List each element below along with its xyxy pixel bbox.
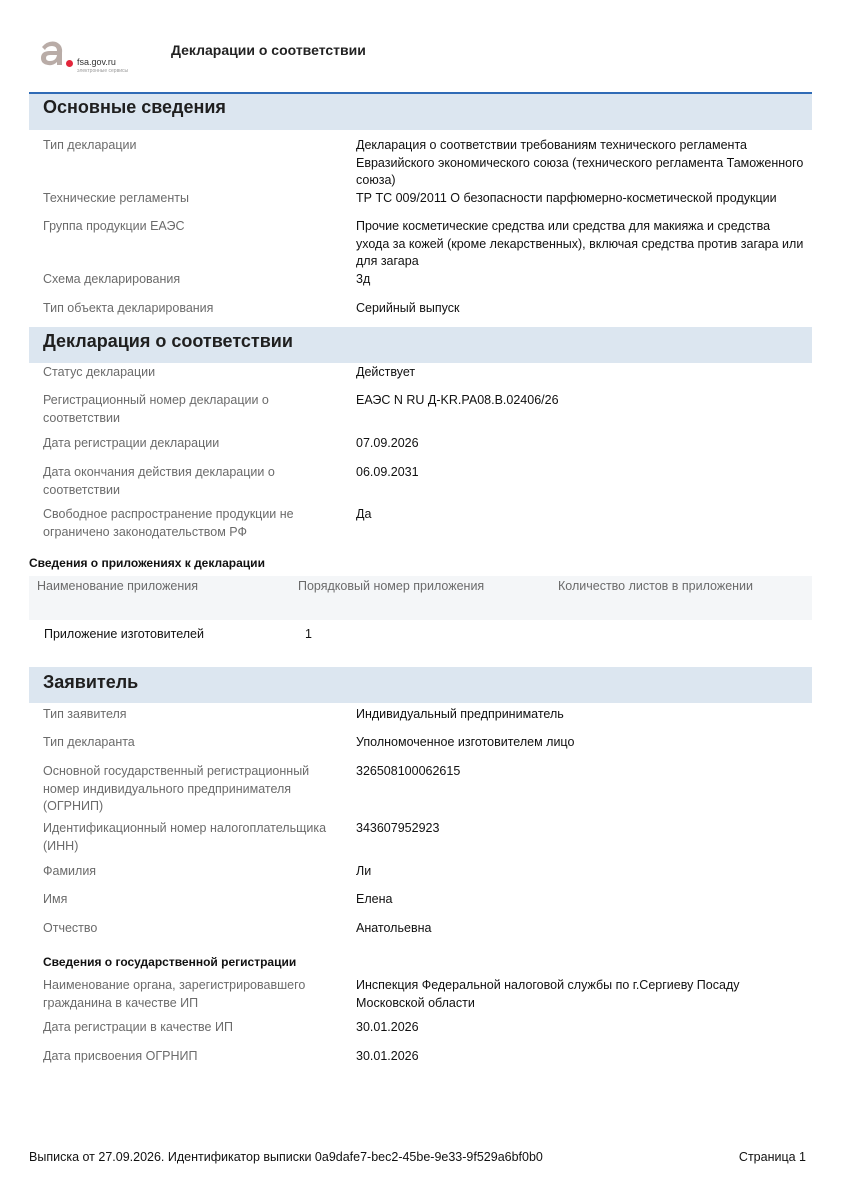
field-value: Уполномоченное изготовителем лицо	[356, 735, 575, 749]
field-label: Дата регистрации в качестве ИП	[43, 1020, 233, 1034]
field-value: Прочие косметические средства или средства для макияжа и средства ухода за кожей (кроме лекарственных), включая средства против загара или для загара	[356, 219, 804, 268]
field-value: 07.09.2026	[356, 436, 419, 450]
column-header: Количество листов в приложении	[558, 579, 754, 593]
field-value: 343607952923	[356, 821, 440, 835]
field-label: Группа продукции ЕАЭС	[43, 219, 185, 233]
field-value: Инспекция Федеральной налоговой службы по г.Сергиеву Посаду Московской области	[356, 978, 740, 1010]
field-value: Действует	[356, 365, 416, 379]
field-label: Схема декларирования	[43, 272, 181, 286]
field-label: Статус декларации	[43, 365, 156, 379]
attachment-name: Приложение изготовителей	[44, 627, 204, 641]
table-row	[29, 627, 812, 647]
column-header: Наименование приложения	[37, 579, 199, 593]
attachments-table-header	[29, 576, 812, 620]
field-value: Елена	[356, 892, 393, 906]
field-value: Индивидуальный предприниматель	[356, 707, 564, 721]
field-value: Серийный выпуск	[356, 301, 460, 315]
field-label: Тип объекта декларирования	[43, 301, 214, 315]
extract-info: Выписка от 27.09.2026. Идентификатор выписки 0a9dafe7-bec2-45be-9e33-9f529a6bf0b0	[29, 1150, 543, 1164]
field-label: Регистрационный номер декларации о соответствии	[43, 393, 269, 425]
field-label: Дата регистрации декларации	[43, 436, 220, 450]
column-header: Порядковый номер приложения	[298, 579, 485, 593]
field-value: 06.09.2031	[356, 465, 419, 479]
page-header	[0, 0, 848, 92]
section-basic-heading: Основные сведения	[29, 94, 812, 130]
section-declaration-heading: Декларация о соответствии	[29, 327, 812, 363]
logo-site-text: fsa.gov.ru	[77, 57, 116, 67]
field-value: ЕАЭС N RU Д-KR.РА08.В.02406/26	[356, 393, 559, 407]
fsa-logo-icon	[38, 38, 68, 70]
field-value: Ли	[356, 864, 372, 878]
field-label: Тип декларанта	[43, 735, 135, 749]
attachment-number: 1	[305, 627, 312, 641]
registration-heading: Сведения о государственной регистрации	[43, 955, 297, 969]
field-label: Идентификационный номер налогоплательщика (ИНН)	[43, 821, 327, 853]
document-title: Декларации о соответствии	[171, 42, 366, 58]
field-value: 30.01.2026	[356, 1049, 419, 1063]
field-value: 30.01.2026	[356, 1020, 419, 1034]
field-label: Отчество	[43, 921, 98, 935]
field-value: Декларация о соответствии требованиям технического регламента Евразийского экономического союза (технического регламента Таможенного союза)	[356, 138, 804, 187]
logo-subtitle: электронные сервисы	[77, 68, 129, 74]
field-label: Свободное распространение продукции не ограничено законодательством РФ	[43, 507, 294, 539]
field-value: Да	[356, 507, 372, 521]
field-label: Дата присвоения ОГРНИП	[43, 1049, 198, 1063]
field-value: 326508100062615	[356, 764, 461, 778]
logo-dot	[66, 60, 73, 67]
field-label: Основной государственный регистрационный номер индивидуального предпринимателя (ОГРНИП)	[43, 764, 310, 813]
field-value: 3д	[356, 272, 371, 286]
attachments-heading: Сведения о приложениях к декларации	[29, 556, 265, 570]
field-label: Технические регламенты	[43, 191, 189, 205]
field-label: Тип заявителя	[43, 707, 127, 721]
field-label: Тип декларации	[43, 138, 137, 152]
section-applicant-heading: Заявитель	[29, 667, 812, 703]
field-label: Имя	[43, 892, 68, 906]
field-value: ТР ТС 009/2011 О безопасности парфюмерно-косметической продукции	[356, 191, 777, 205]
field-label: Фамилия	[43, 864, 97, 878]
field-value: Анатольевна	[356, 921, 432, 935]
field-label: Дата окончания действия декларации о соответствии	[43, 465, 275, 497]
fsa-logo	[38, 38, 158, 78]
page-number: Страница 1	[738, 1150, 806, 1164]
field-label: Наименование органа, зарегистрировавшего гражданина в качестве ИП	[43, 978, 306, 1010]
